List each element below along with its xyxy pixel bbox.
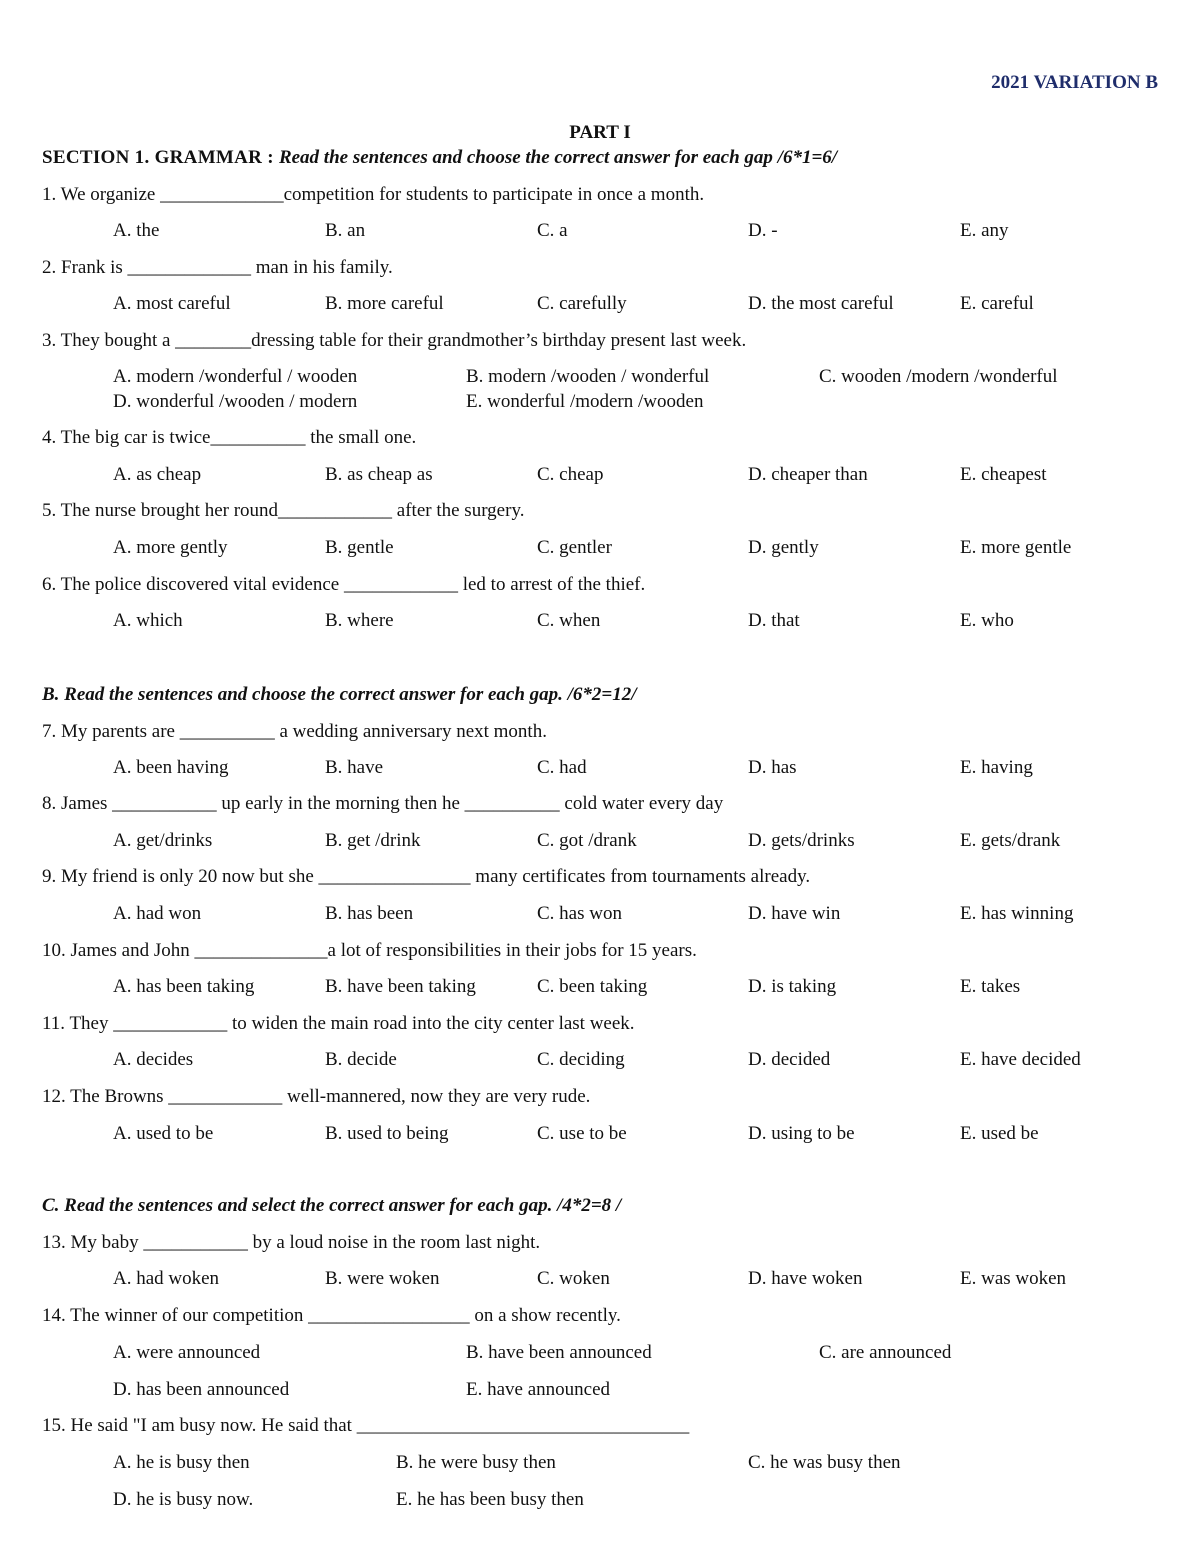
option-e[interactable]: E. careful: [960, 293, 1034, 314]
option-e[interactable]: E. he has been busy then: [396, 1489, 584, 1510]
option-e[interactable]: E. who: [960, 610, 1014, 631]
option-c[interactable]: C. been taking: [537, 976, 648, 997]
question-11: 11. They ____________ to widen the main road into the city center last week.: [42, 1013, 635, 1034]
question-9: 9. My friend is only 20 now but she ________________ many certificates from tournaments already.: [42, 866, 811, 887]
option-b[interactable]: B. have: [325, 757, 384, 778]
option-b[interactable]: B. where: [325, 610, 394, 631]
option-d[interactable]: D. gets/drinks: [748, 830, 855, 851]
option-c[interactable]: C. when: [537, 610, 601, 631]
option-e[interactable]: E. gets/drank: [960, 830, 1061, 851]
option-a[interactable]: A. which: [113, 610, 183, 631]
option-d[interactable]: D. wonderful /wooden / modern: [113, 391, 358, 412]
option-a[interactable]: A. were announced: [113, 1342, 261, 1363]
question-13: 13. My baby ___________ by a loud noise in the room last night.: [42, 1232, 541, 1253]
option-a[interactable]: A. he is busy then: [113, 1452, 250, 1473]
option-a[interactable]: A. most careful: [113, 293, 231, 314]
option-b[interactable]: B. were woken: [325, 1268, 440, 1289]
option-b[interactable]: B. get /drink: [325, 830, 421, 851]
option-a[interactable]: A. the: [113, 220, 160, 241]
option-b[interactable]: B. modern /wooden / wonderful: [466, 366, 710, 387]
option-d[interactable]: D. cheaper than: [748, 464, 868, 485]
option-c[interactable]: C. has won: [537, 903, 622, 924]
option-c[interactable]: C. carefully: [537, 293, 627, 314]
option-e[interactable]: E. wonderful /modern /wooden: [466, 391, 704, 412]
option-a[interactable]: A. as cheap: [113, 464, 202, 485]
option-c[interactable]: C. wooden /modern /wonderful: [819, 366, 1058, 387]
option-d[interactable]: D. have woken: [748, 1268, 863, 1289]
question-7: 7. My parents are __________ a wedding anniversary next month.: [42, 721, 547, 742]
question-5: 5. The nurse brought her round____________ after the surgery.: [42, 500, 525, 521]
option-d[interactable]: D. he is busy now.: [113, 1489, 254, 1510]
option-d[interactable]: D. has: [748, 757, 797, 778]
option-b[interactable]: B. used to being: [325, 1123, 449, 1144]
question-3: 3. They bought a ________dressing table for their grandmother’s birthday present last week.: [42, 330, 747, 351]
option-d[interactable]: D. has been announced: [113, 1379, 290, 1400]
question-1: 1. We organize _____________competition for students to participate in once a month.: [42, 184, 705, 205]
option-c[interactable]: C. gentler: [537, 537, 612, 558]
option-a[interactable]: A. had won: [113, 903, 202, 924]
option-a[interactable]: A. modern /wonderful / wooden: [113, 366, 358, 387]
option-b[interactable]: B. as cheap as: [325, 464, 433, 485]
option-e[interactable]: E. having: [960, 757, 1033, 778]
option-a[interactable]: A. had woken: [113, 1268, 220, 1289]
question-14: 14. The winner of our competition _________________ on a show recently.: [42, 1305, 621, 1326]
option-e[interactable]: E. have decided: [960, 1049, 1081, 1070]
option-d[interactable]: D. that: [748, 610, 800, 631]
option-c[interactable]: C. he was busy then: [748, 1452, 901, 1473]
option-c[interactable]: C. woken: [537, 1268, 610, 1289]
option-a[interactable]: A. decides: [113, 1049, 194, 1070]
option-d[interactable]: D. using to be: [748, 1123, 855, 1144]
option-b[interactable]: B. more careful: [325, 293, 444, 314]
option-b[interactable]: B. have been taking: [325, 976, 476, 997]
option-a[interactable]: A. more gently: [113, 537, 228, 558]
option-e[interactable]: E. has winning: [960, 903, 1074, 924]
question-6: 6. The police discovered vital evidence ____________ led to arrest of the thief.: [42, 574, 646, 595]
option-d[interactable]: D. is taking: [748, 976, 837, 997]
option-a[interactable]: A. has been taking: [113, 976, 255, 997]
option-e[interactable]: E. any: [960, 220, 1009, 241]
part-title: PART I: [569, 122, 631, 143]
section1-label: SECTION 1. GRAMMAR :: [42, 147, 279, 168]
section-b-heading: B. Read the sentences and choose the correct answer for each gap. /6*2=12/: [42, 684, 637, 705]
question-15: 15. He said "I am busy now. He said that ___________________________________: [42, 1415, 690, 1436]
option-c[interactable]: C. are announced: [819, 1342, 952, 1363]
question-2: 2. Frank is _____________ man in his family.: [42, 257, 393, 278]
option-c[interactable]: C. cheap: [537, 464, 604, 485]
question-12: 12. The Browns ____________ well-mannered, now they are very rude.: [42, 1086, 591, 1107]
option-c[interactable]: C. use to be: [537, 1123, 627, 1144]
option-e[interactable]: E. have announced: [466, 1379, 611, 1400]
option-e[interactable]: E. takes: [960, 976, 1021, 997]
option-c[interactable]: C. a: [537, 220, 568, 241]
option-b[interactable]: B. he were busy then: [396, 1452, 556, 1473]
variation-label: 2021 VARIATION B: [991, 72, 1158, 93]
option-c[interactable]: C. deciding: [537, 1049, 625, 1070]
section1-instruction: Read the sentences and choose the correct answer for each gap /6*1=6/: [278, 147, 838, 168]
option-b[interactable]: B. an: [325, 220, 366, 241]
option-c[interactable]: C. had: [537, 757, 587, 778]
option-b[interactable]: B. gentle: [325, 537, 394, 558]
option-a[interactable]: A. been having: [113, 757, 229, 778]
section1-heading: [42, 147, 837, 169]
option-b[interactable]: B. has been: [325, 903, 414, 924]
option-b[interactable]: B. have been announced: [466, 1342, 652, 1363]
section-c-heading: C. Read the sentences and select the correct answer for each gap. /4*2=8 /: [42, 1195, 622, 1216]
option-d[interactable]: D. decided: [748, 1049, 831, 1070]
option-b[interactable]: B. decide: [325, 1049, 397, 1070]
option-e[interactable]: E. cheapest: [960, 464, 1047, 485]
option-d[interactable]: D. the most careful: [748, 293, 894, 314]
option-e[interactable]: E. more gentle: [960, 537, 1072, 558]
option-e[interactable]: E. was woken: [960, 1268, 1067, 1289]
question-4: 4. The big car is twice__________ the small one.: [42, 427, 417, 448]
option-c[interactable]: C. got /drank: [537, 830, 637, 851]
option-e[interactable]: E. used be: [960, 1123, 1039, 1144]
option-a[interactable]: A. get/drinks: [113, 830, 213, 851]
option-d[interactable]: D. gently: [748, 537, 819, 558]
question-10: 10. James and John ______________a lot of responsibilities in their jobs for 15 years.: [42, 940, 697, 961]
option-d[interactable]: D. -: [748, 220, 778, 241]
option-a[interactable]: A. used to be: [113, 1123, 214, 1144]
option-d[interactable]: D. have win: [748, 903, 841, 924]
question-8: 8. James ___________ up early in the morning then he __________ cold water every day: [42, 793, 724, 814]
